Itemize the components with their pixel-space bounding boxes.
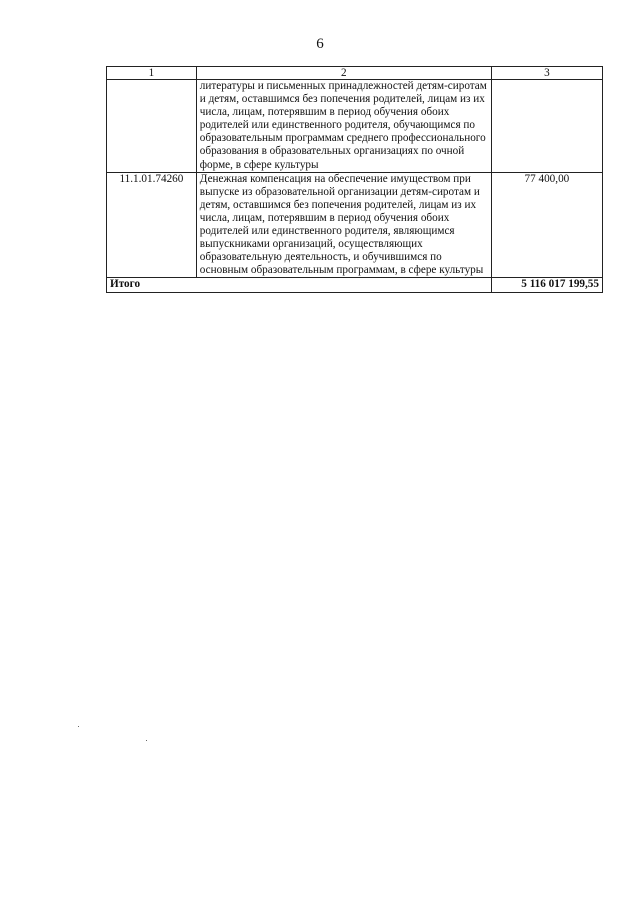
budget-table	[106, 66, 603, 293]
table-header-row	[107, 67, 603, 80]
scan-speck	[146, 740, 147, 741]
row-description-text: Денежная компенсация на обеспечение имуществом при выпуске из образовательной организации детям-сиротам и детям, оставшимся без попечения родителей, лицам из их числа, лицам, потерявшим в период обучения обоих родителей или единственного родителя, являющимся выпускниками организаций, осуществляющих образовательную деятельность, и обучившимся по основным образовательным программам, в сфере культуры	[199, 172, 484, 277]
column-header-2: 2	[196, 67, 491, 80]
page-number: 6	[316, 36, 324, 52]
row-code	[107, 80, 197, 173]
total-row	[107, 278, 603, 292]
row-description	[196, 172, 491, 278]
row-code: 11.1.01.74260	[107, 172, 197, 278]
row-description-text: литературы и письменных принадлежностей детям-сиротам и детям, оставшимся без попечения родителей, лицам из их числа, лицам, потерявшим в период обучения обоих родителей или единственного родителя, обучающимся по образовательным программам среднего профессионального образования в образовательных организациях по очной форме, в сфере культуры	[199, 80, 487, 171]
row-amount: 77 400,00	[491, 172, 602, 278]
scan-speck	[78, 726, 79, 727]
column-header-1: 1	[107, 67, 197, 80]
row-amount	[491, 80, 602, 173]
total-amount: 5 116 017 199,55	[491, 278, 602, 292]
table-row	[107, 172, 603, 278]
total-label: Итого	[107, 278, 492, 292]
column-header-3: 3	[491, 67, 602, 80]
row-description	[196, 80, 491, 173]
table-row	[107, 80, 603, 173]
